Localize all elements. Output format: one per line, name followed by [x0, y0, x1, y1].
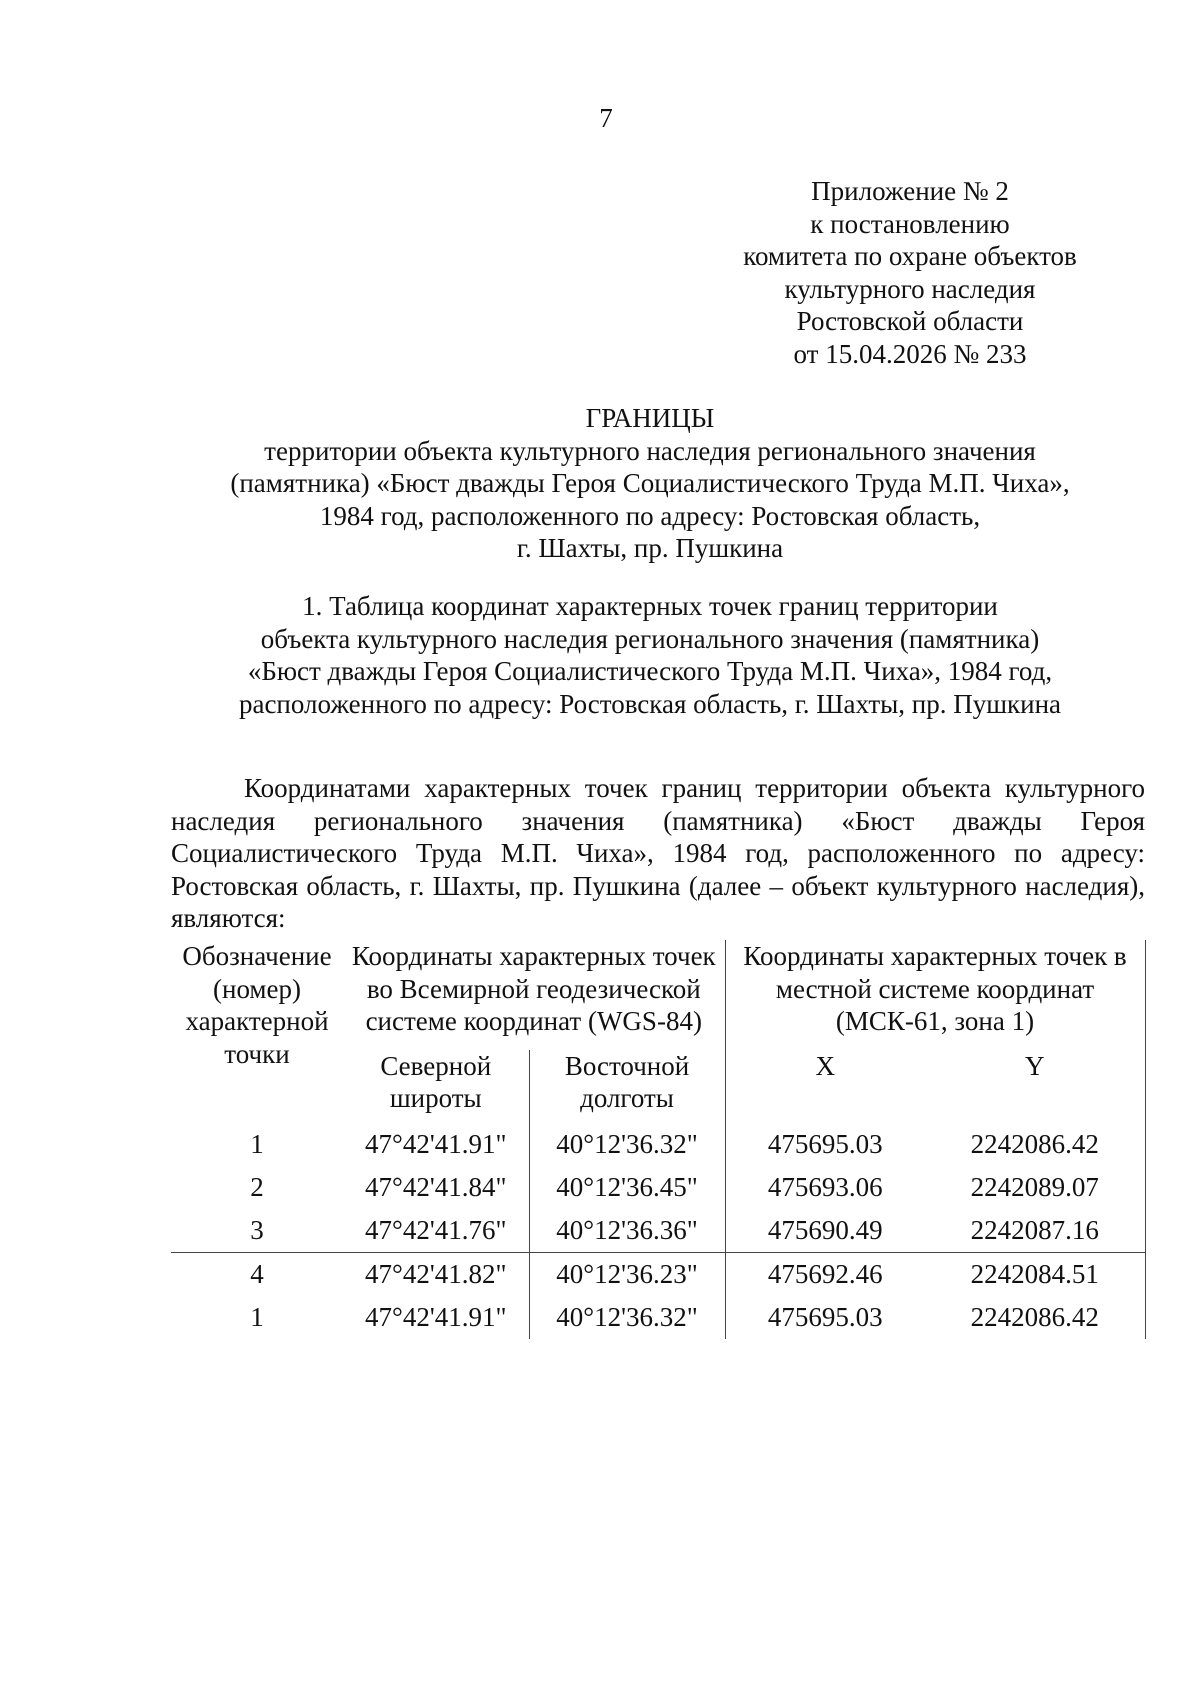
- header-msk61: Координаты характерных точек в местной системе координат (МСК-61, зона 1): [725, 940, 1145, 1050]
- appendix-line: Приложение № 2: [811, 176, 1009, 206]
- cell-y: 2242087.16: [925, 1209, 1145, 1253]
- appendix-line: к постановлению: [810, 208, 1010, 239]
- cell-east: 40°12'36.23": [529, 1252, 725, 1296]
- header-north-latitude: Северной широты: [343, 1050, 529, 1123]
- cell-point: 1: [250, 1128, 264, 1159]
- coordinates-table: [171, 940, 1146, 1339]
- header-wgs84: Координаты характерных точек во Всемирной геодезической системе координат (WGS-84): [351, 941, 716, 1036]
- cell-north: 47°42'41.76": [343, 1209, 529, 1253]
- header-east-longitude: Восточной долготы: [529, 1050, 725, 1123]
- table-title-line: расположенного по адресу: Ростовская область, г. Шахты, пр. Пушкина: [238, 688, 1062, 719]
- cell-east: 40°12'36.45": [529, 1166, 725, 1209]
- cell-north: 47°42'41.84": [343, 1166, 529, 1209]
- table-row: [171, 1296, 1145, 1339]
- appendix-line: комитета по охране объектов: [743, 241, 1077, 271]
- table-title-line: «Бюст дважды Героя Социалистического Труда М.П. Чиха», 1984 год,: [247, 656, 1053, 686]
- document-heading: [150, 402, 1150, 565]
- page-number: 7: [599, 103, 613, 133]
- cell-north: 47°42'41.82": [343, 1252, 529, 1296]
- cell-east: 40°12'36.36": [529, 1209, 725, 1253]
- cell-east: 40°12'36.32": [529, 1296, 725, 1339]
- cell-x: 475695.03: [767, 1128, 883, 1159]
- heading-line: (памятника) «Бюст дважды Героя Социалистического Труда М.П. Чиха»,: [230, 468, 1070, 498]
- header-point-number: Обозначение (номер) характерной точки: [182, 941, 332, 1069]
- heading-title: ГРАНИЦЫ: [585, 403, 715, 433]
- appendix-line: от 15.04.2026 № 233: [793, 338, 1027, 369]
- table-title-line: объекта культурного наследия регионального значения (памятника): [260, 623, 1040, 654]
- cell-point: 4: [171, 1252, 343, 1296]
- cell-y: 2242089.07: [925, 1166, 1145, 1209]
- cell-point: 2: [250, 1171, 264, 1202]
- table-title-line: 1. Таблица координат характерных точек границ территории: [302, 591, 998, 621]
- cell-x: 475695.03: [767, 1301, 883, 1332]
- cell-north: 47°42'41.91": [343, 1296, 529, 1339]
- cell-x: 475690.49: [767, 1214, 883, 1245]
- cell-y: 2242086.42: [925, 1123, 1145, 1166]
- table-row: [171, 1252, 1145, 1296]
- heading-line: г. Шахты, пр. Пушкина: [516, 533, 784, 563]
- header-x: X: [815, 1050, 836, 1081]
- cell-y: 2242086.42: [925, 1296, 1145, 1339]
- table-title: [150, 590, 1150, 720]
- cell-y: 2242084.51: [925, 1252, 1145, 1296]
- table-row: [171, 1209, 1145, 1253]
- table-row: [171, 1123, 1145, 1166]
- appendix-header: [736, 175, 1084, 370]
- intro-paragraph: Координатами характерных точек границ территории объекта культурного наследия регионального значения (памятника) «Бюст дважды Героя Социалистического Труда М.П. Чиха», 1984 год, расположенного по адресу: Ростовская область, г. Шахты, пр. Пушкина (далее – объект культурного наследия), являются:: [171, 773, 1145, 933]
- appendix-line: культурного наследия: [784, 273, 1036, 304]
- appendix-line: Ростовской области: [796, 306, 1024, 336]
- table-row: [171, 1166, 1145, 1209]
- cell-north: 47°42'41.91": [343, 1123, 529, 1166]
- cell-x: 475693.06: [767, 1171, 883, 1202]
- header-y: Y: [925, 1050, 1145, 1123]
- cell-east: 40°12'36.32": [529, 1123, 725, 1166]
- cell-x: 475692.46: [725, 1252, 925, 1296]
- cell-point: 3: [250, 1214, 264, 1245]
- heading-line: 1984 год, расположенного по адресу: Ростовская область,: [319, 500, 981, 531]
- cell-point: 1: [250, 1301, 264, 1332]
- heading-line: территории объекта культурного наследия регионального значения: [264, 435, 1036, 466]
